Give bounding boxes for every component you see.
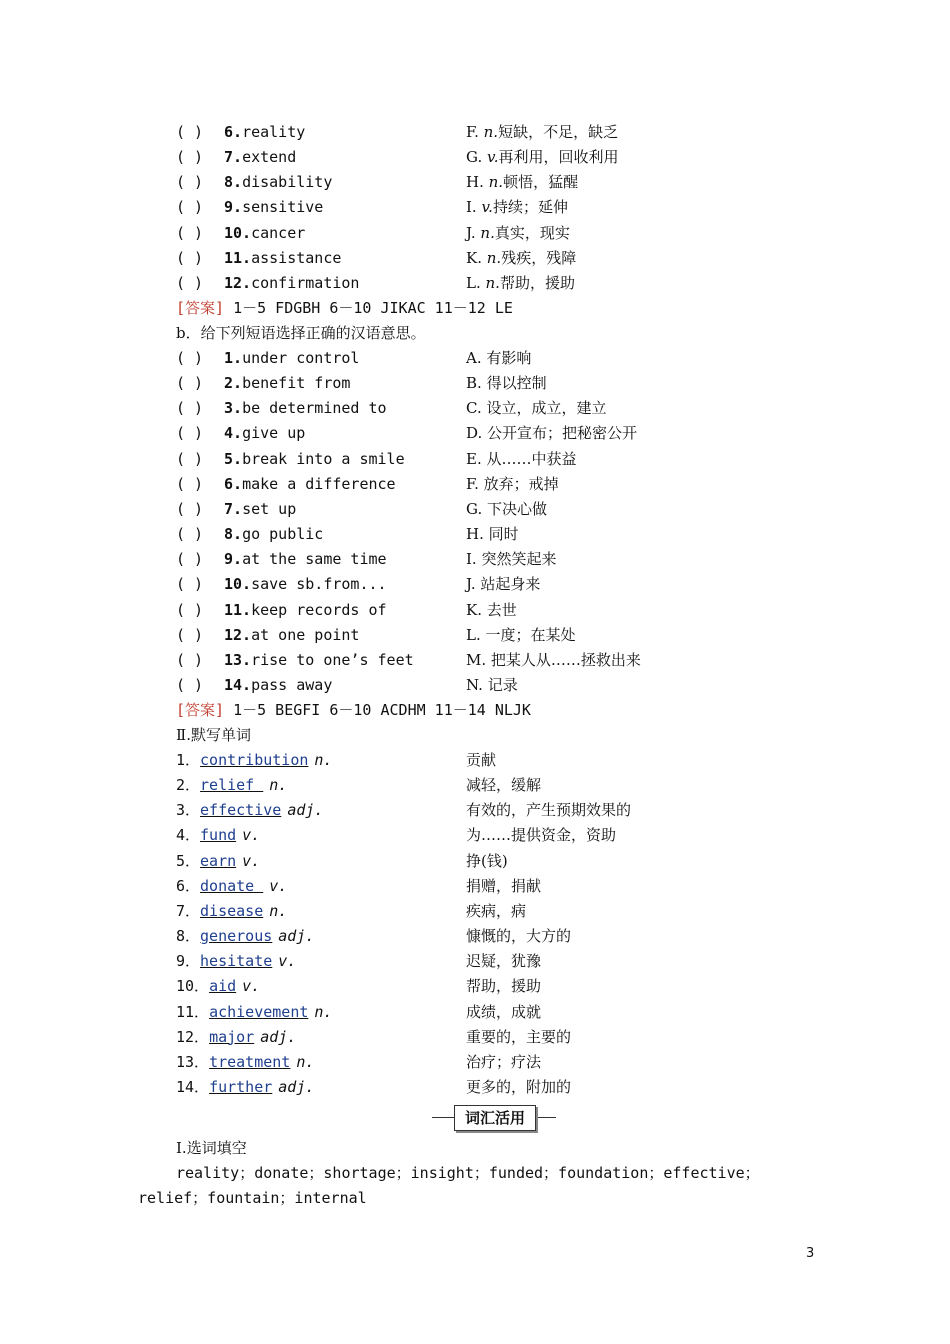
answer-blank: ( ) [176,349,204,367]
chinese-meaning: 把某人从……拯救出来 [490,650,641,669]
chinese-meaning: 帮助，援助 [466,977,542,996]
item-number [224,120,305,144]
answer-blank: ( ) [176,123,204,141]
english-phrase: keep records of [251,600,387,619]
dictation-item [176,1075,314,1099]
item-number [224,271,359,295]
part-of-speech: n. [486,248,502,267]
matching-row [0,547,950,571]
english-word: confirmation [251,273,360,292]
matching-row [0,497,950,521]
option-letter: N. [466,675,483,694]
chinese-meaning: 短缺，不足，缺乏 [498,123,619,141]
chinese-meaning: 得以控制 [486,374,547,393]
item-number-text: 6. [224,474,243,493]
chinese-meaning: 持续；延伸 [492,198,568,217]
option [466,346,531,370]
item-number [224,623,359,647]
item-number [224,447,405,471]
chinese-meaning: 有效的，产生预期效果的 [466,801,632,820]
item-number-text: 1． [176,751,201,769]
english-phrase: go public [242,525,324,544]
section-b-heading [0,321,950,345]
vocabulary-banner [432,1104,556,1130]
matching-row [0,170,950,194]
chinese-meaning: 公开宣布；把秘密公开 [487,424,638,443]
answer-line-a [0,296,950,320]
english-phrase: benefit from [242,374,351,393]
dictation-word: generous [200,927,273,946]
item-number [224,396,387,420]
option [466,170,578,194]
dictation-row [0,949,950,973]
answer-blank: ( ) [176,650,204,669]
matching-row [0,371,950,395]
part-of-speech: n. [483,123,499,141]
english-phrase: save sb.from... [251,575,387,594]
part-of-speech: v. [481,198,493,217]
item-number [224,195,323,219]
answer-blank: ( ) [176,399,204,418]
item-number [224,598,387,622]
chinese-meaning: 站起身来 [480,575,541,594]
answer-blank: ( ) [176,625,204,644]
chinese-meaning: 挣(钱) [466,851,508,870]
option [466,271,575,295]
option [466,648,641,672]
item-number [224,246,341,270]
answer-blank: ( ) [176,248,204,267]
item-number-text: 13． [176,1052,210,1071]
section-ii-heading-text: Ⅱ.默写单词 [176,726,251,744]
part-of-speech: v. [242,977,261,996]
item-number [224,673,332,697]
part-of-speech: v. [278,952,297,971]
english-phrase: at one point [251,625,360,644]
chinese-meaning: 治疗；疗法 [466,1052,542,1071]
english-phrase: give up [242,424,306,443]
dictation-word: disease [200,901,264,920]
answer-blank: ( ) [176,173,204,192]
item-number-text: 8． [176,927,201,946]
chinese-meaning: 设立，成立，建立 [486,399,607,418]
part-of-speech: adj. [278,1077,315,1096]
dictation-row [0,748,950,772]
english-phrase: under control [242,349,360,367]
part-of-speech: adj. [278,927,315,946]
dictation-word: donate [200,876,264,895]
answer-blank: ( ) [176,424,204,443]
part-of-speech: v. [269,876,288,895]
item-number-text: 9. [224,198,243,217]
option-letter: E. [466,449,482,468]
option-letter: A. [466,349,482,367]
answer-blank: ( ) [176,600,204,619]
item-number-text: 9. [224,550,243,569]
chinese-meaning: 一度；在某处 [485,625,576,644]
item-number-text: 3. [224,399,243,418]
item-number-text: 5. [224,449,243,468]
option-letter: J. [466,223,476,242]
part-of-speech: n. [269,901,288,920]
item-number-text: 7. [224,148,243,167]
dictation-word: hesitate [200,952,273,971]
chinese-meaning: 从……中获益 [486,449,577,468]
option [466,421,637,445]
item-number-text: 13. [224,650,252,669]
chinese-meaning: 残疾，残障 [501,248,577,267]
dictation-item [176,874,287,898]
chinese-meaning: 放弃；戒掉 [483,474,559,493]
english-word: cancer [251,223,306,242]
matching-row [0,572,950,596]
answer-tag: [答案] [176,701,225,719]
dictation-row [0,1050,950,1074]
section-b-heading-text: b．给下列短语选择正确的汉语意思。 [176,324,426,342]
item-number-text: 7. [224,499,243,518]
option-letter: G. [466,148,483,167]
answer-blank: ( ) [176,474,204,493]
option [466,522,519,546]
matching-row [0,346,950,370]
dictation-item [176,1025,296,1049]
answer-blank: ( ) [176,499,204,518]
chinese-meaning: 有影响 [486,349,532,367]
answer-blank: ( ) [176,525,204,544]
item-number-text: 6. [224,123,243,141]
option-letter: J. [466,575,476,594]
option [466,396,607,420]
chinese-meaning: 记录 [487,675,518,694]
dictation-row [0,1025,950,1049]
item-number-text: 2. [224,374,243,393]
answer-blank: ( ) [176,550,204,569]
dictation-word: relief [200,776,264,795]
page-number: 3 [806,1246,815,1261]
part-of-speech: v. [242,851,261,870]
english-phrase: rise to one’s feet [251,650,414,669]
item-number [224,346,359,370]
dictation-item [176,924,314,948]
answer-blank: ( ) [176,374,204,393]
option [466,145,618,169]
option-letter: M. [466,650,487,669]
option-letter: F. [466,474,479,493]
chinese-meaning: 再利用，回收利用 [498,148,619,167]
chinese-meaning: 同时 [488,525,519,544]
option [466,195,568,219]
chinese-meaning: 成绩，成就 [466,1002,542,1021]
dictation-item [176,949,296,973]
section-iii-heading-text: Ⅰ.选词填空 [176,1139,247,1157]
dictation-word: achievement [209,1002,309,1021]
dictation-row [0,924,950,948]
dictation-item [176,798,323,822]
english-phrase: be determined to [242,399,387,418]
chinese-meaning: 顿悟，猛醒 [503,173,579,192]
chinese-meaning: 更多的，附加的 [466,1077,572,1096]
english-phrase: at the same time [242,550,387,569]
english-phrase: pass away [251,675,333,694]
option-letter: K. [466,248,482,267]
item-number-text: 4． [176,826,201,845]
chinese-meaning: 突然笑起来 [481,550,557,569]
english-word: extend [242,148,297,167]
dictation-word: further [209,1077,273,1096]
option-letter: B. [466,374,482,393]
section-iii-heading [0,1136,950,1160]
item-number [224,421,305,445]
option-letter: K. [466,600,482,619]
answer-blank: ( ) [176,223,204,242]
item-number-text: 10. [224,575,252,594]
option [466,246,576,270]
option-letter: G. [466,499,483,518]
dictation-row [0,798,950,822]
item-number-text: 11. [224,248,252,267]
chinese-meaning: 重要的，主要的 [466,1027,572,1046]
dictation-row [0,823,950,847]
option [466,547,557,571]
matching-row [0,195,950,219]
english-phrase: set up [242,499,297,518]
dictation-row [0,899,950,923]
dictation-row [0,874,950,898]
matching-row [0,598,950,622]
item-number-text: 4. [224,424,243,443]
matching-row [0,271,950,295]
option [466,673,518,697]
dictation-word: effective [200,801,282,820]
part-of-speech: n. [480,223,495,242]
answer-blank: ( ) [176,675,204,694]
item-number [224,572,387,596]
option [466,472,559,496]
item-number [224,497,296,521]
item-number-text: 2． [176,776,201,795]
banner-title: 词汇活用 [454,1105,536,1131]
english-word: reality [242,123,306,141]
chinese-meaning: 下决心做 [487,499,548,518]
item-number-text: 8. [224,173,243,192]
option-letter: C. [466,399,482,418]
part-of-speech: n. [485,273,500,292]
item-number [224,472,396,496]
chinese-meaning: 捐赠，捐献 [466,876,542,895]
item-number-text: 11. [224,600,252,619]
option-letter: L. [466,273,481,292]
dictation-word: major [209,1027,255,1046]
option [466,598,517,622]
item-number [224,221,305,245]
dictation-word: earn [200,851,237,870]
item-number-text: 12． [176,1027,210,1046]
option-letter: F. [466,123,479,141]
option [466,371,547,395]
matching-row [0,522,950,546]
item-number [224,648,414,672]
option-letter: D. [466,424,483,443]
item-number-text: 12. [224,625,252,644]
chinese-meaning: 去世 [486,600,517,619]
dictation-row [0,1075,950,1099]
chinese-meaning: 帮助，援助 [499,273,575,292]
matching-row [0,472,950,496]
part-of-speech: n. [314,1002,333,1021]
answer-line-b [0,698,950,722]
answer-tag: [答案] [176,299,225,317]
english-word: assistance [251,248,342,267]
chinese-meaning: 真实，现实 [494,223,570,242]
option-letter: I. [466,198,477,217]
dictation-item [176,849,260,873]
item-number-text: 1. [224,349,243,367]
chinese-meaning: 贡献 [466,751,497,769]
section-ii-heading [0,723,950,747]
item-number-text: 6． [176,876,201,895]
matching-row [0,120,950,144]
english-word: sensitive [242,198,324,217]
chinese-meaning: 疾病，病 [466,901,527,920]
item-number-text: 9． [176,952,201,971]
answer-blank: ( ) [176,575,204,594]
item-number-text: 12. [224,273,252,292]
part-of-speech: n. [488,173,504,192]
matching-row [0,421,950,445]
dictation-item [176,899,287,923]
item-number-text: 8. [224,525,243,544]
answer-text: 1－5 BEGFI 6－10 ACDHM 11－14 NLJK [224,701,531,719]
option [466,572,540,596]
dictation-item [176,1000,332,1024]
item-number [224,170,332,194]
part-of-speech: n. [296,1052,315,1071]
answer-blank: ( ) [176,449,204,468]
matching-row [0,396,950,420]
item-number-text: 3． [176,801,201,820]
option [466,221,570,245]
part-of-speech: v. [487,148,499,167]
english-phrase: make a difference [242,474,396,493]
part-of-speech: n. [269,776,288,795]
dictation-word: aid [209,977,237,996]
dictation-item [176,1050,314,1074]
matching-row [0,246,950,270]
dictation-item [176,823,260,847]
dictation-word: treatment [209,1052,291,1071]
option [466,623,576,647]
dictation-item [176,748,332,772]
answer-blank: ( ) [176,273,204,292]
part-of-speech: v. [242,826,261,845]
option-letter: H. [466,525,484,544]
item-number-text: 10. [224,223,252,242]
chinese-meaning: 为……提供资金，资助 [466,826,617,845]
option-letter: L. [466,625,481,644]
dictation-row [0,773,950,797]
option [466,120,618,144]
option-letter: H. [466,173,484,192]
item-number-text: 14. [224,675,252,694]
part-of-speech: n. [314,751,333,769]
dictation-row [0,849,950,873]
dictation-word: fund [200,826,237,845]
matching-row [0,648,950,672]
dictation-item [176,974,260,998]
option-letter: I. [466,550,477,569]
item-number-text: 11． [176,1002,210,1021]
word-bank: reality；donate；shortage；insight；funded；foundation；effective；relief；fountain；internal [138,1164,760,1207]
item-number-text: 7． [176,901,201,920]
item-number-text: 10． [176,977,210,996]
item-number [224,145,296,169]
item-number-text: 14． [176,1077,210,1096]
dictation-row [0,974,950,998]
english-word: disability [242,173,333,192]
matching-row [0,673,950,697]
dictation-row [0,1000,950,1024]
dictation-item [176,773,287,797]
part-of-speech: adj. [260,1027,297,1046]
answer-text: 1－5 FDGBH 6－10 JIKAC 11－12 LE [224,299,513,317]
item-number-text: 5． [176,851,201,870]
matching-row [0,623,950,647]
matching-row [0,145,950,169]
chinese-meaning: 慷慨的，大方的 [466,927,572,946]
item-number [224,522,323,546]
part-of-speech: adj. [287,801,324,820]
option [466,447,577,471]
dictation-word: contribution [200,751,309,769]
item-number [224,547,387,571]
english-phrase: break into a smile [242,449,405,468]
item-number [224,371,350,395]
chinese-meaning: 减轻，缓解 [466,776,542,795]
option [466,497,547,521]
answer-blank: ( ) [176,198,204,217]
matching-row [0,221,950,245]
chinese-meaning: 迟疑，犹豫 [466,952,542,971]
answer-blank: ( ) [176,148,204,167]
matching-row [0,447,950,471]
